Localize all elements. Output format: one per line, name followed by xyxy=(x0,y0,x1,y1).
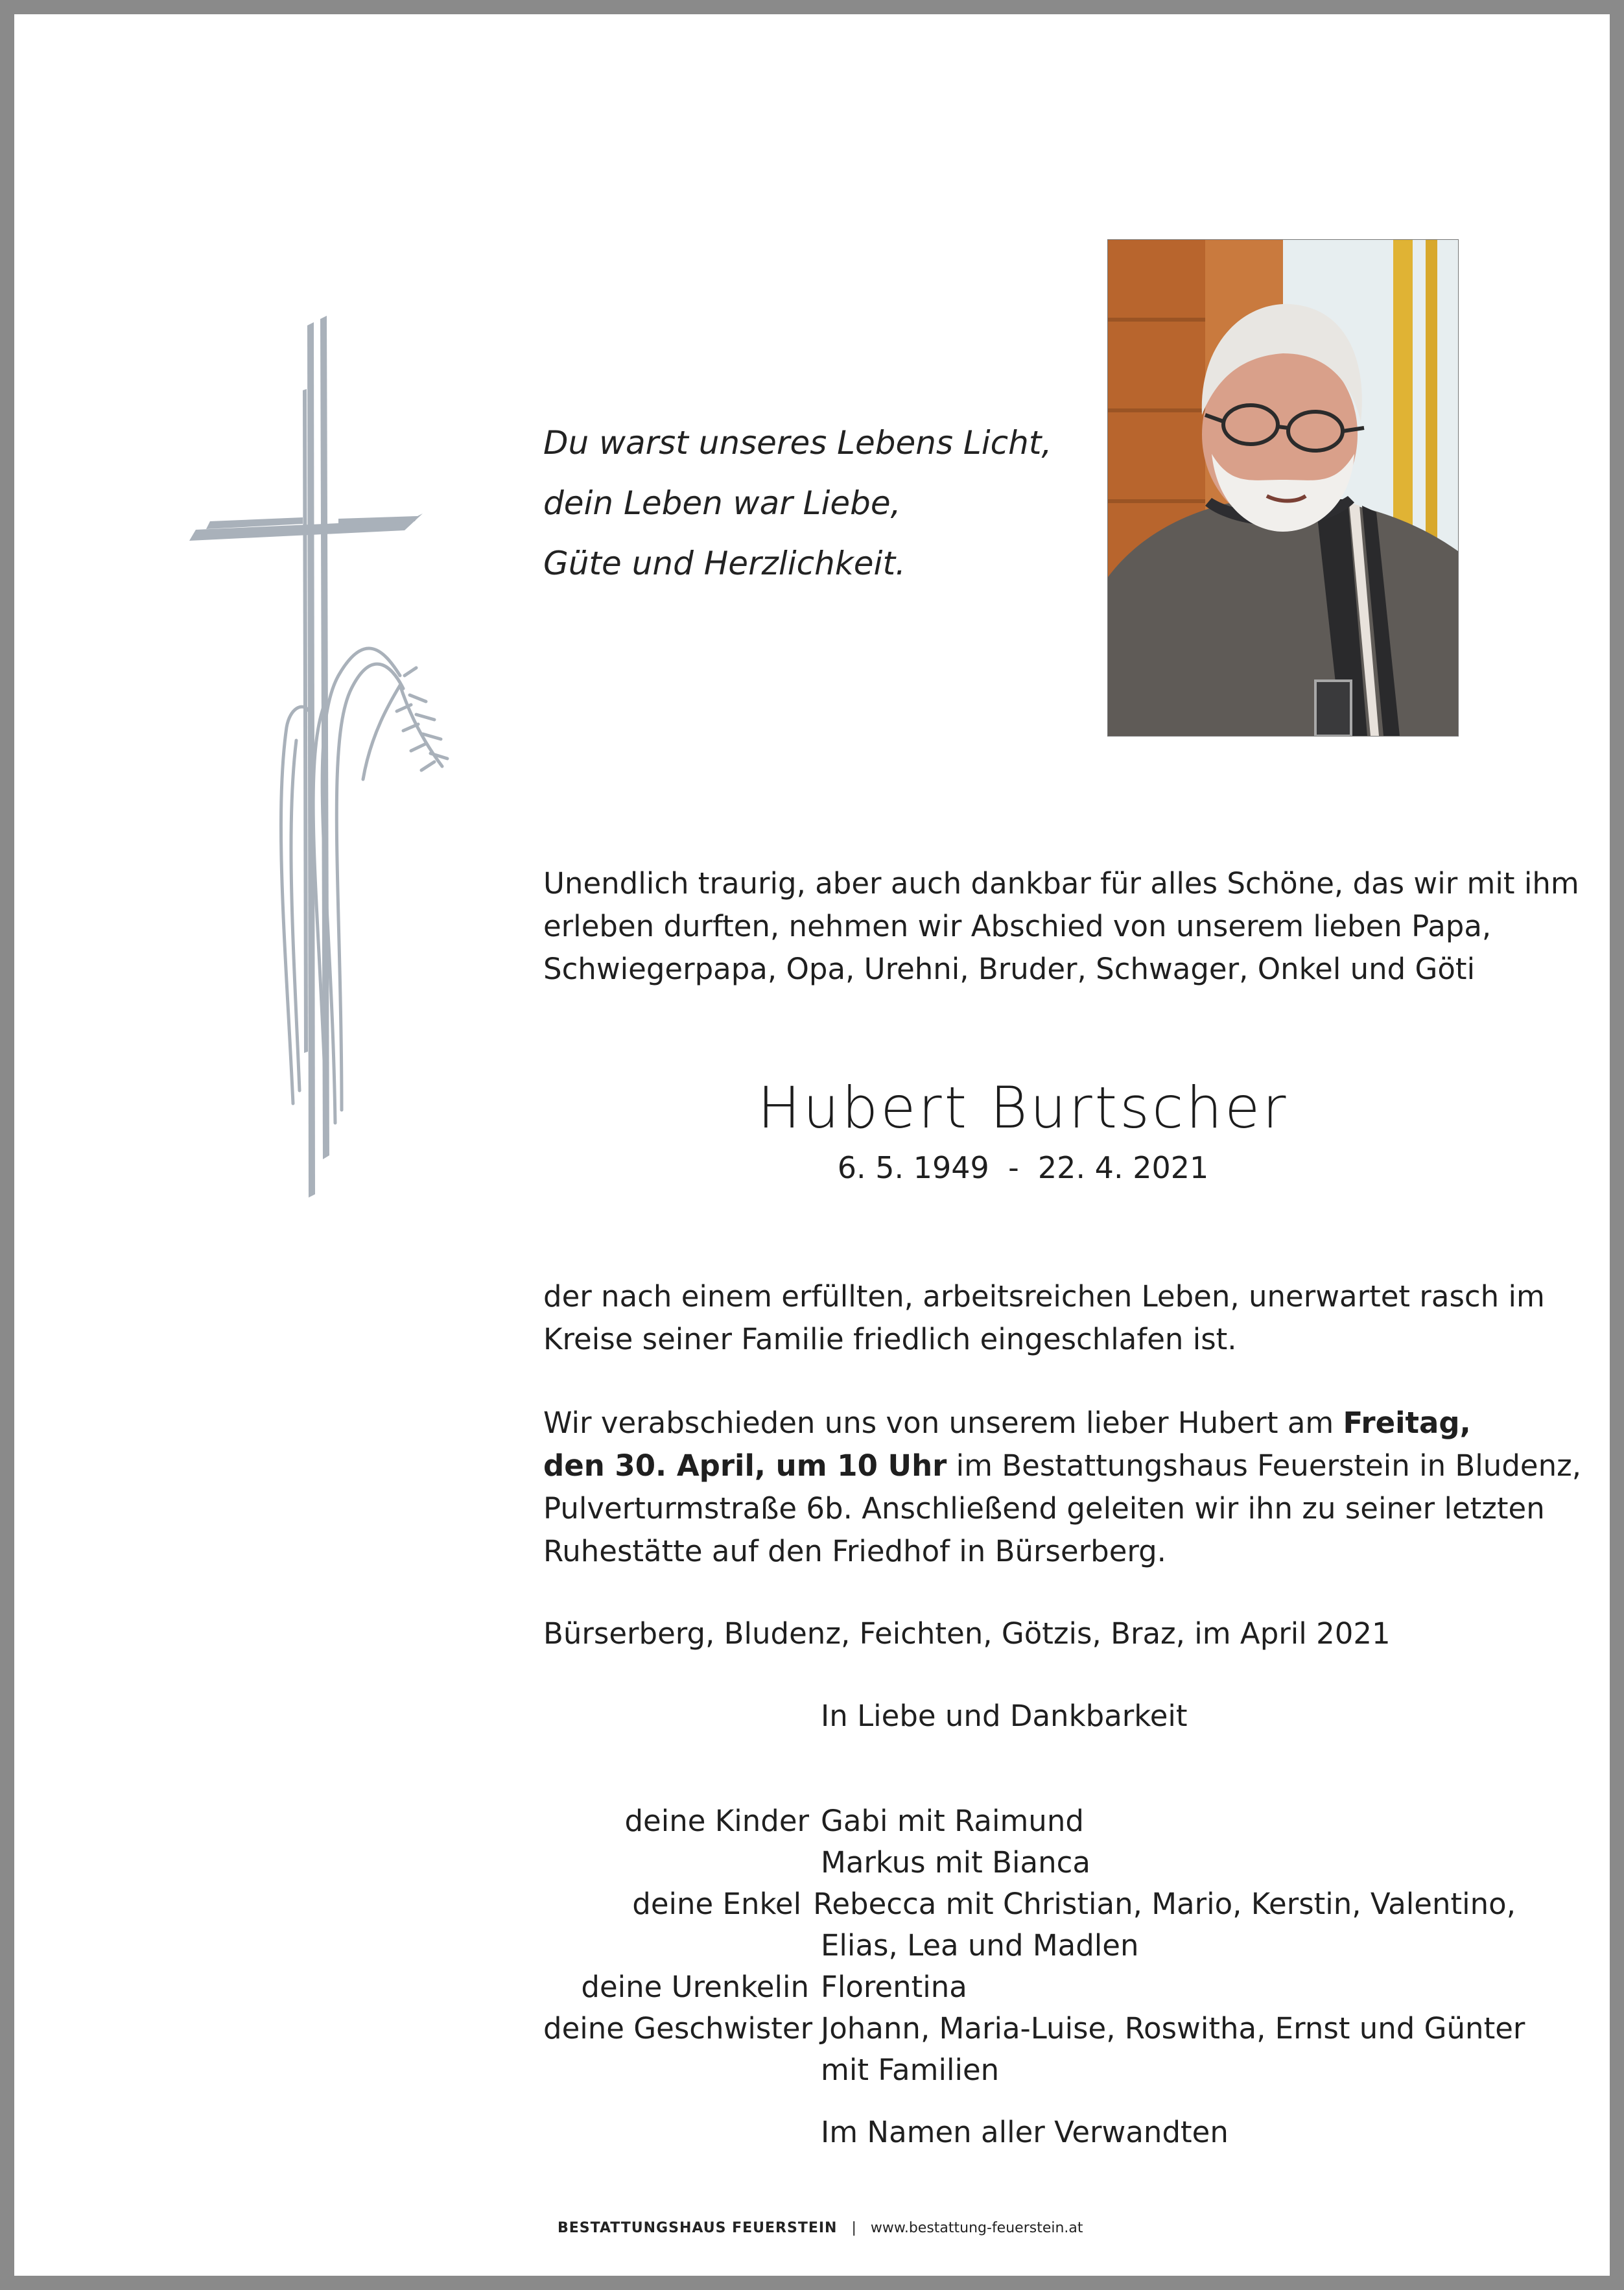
family-row xyxy=(543,1966,1516,2008)
signoff-line: Im Namen aller Verwandten xyxy=(821,2115,1229,2149)
family-names: Markus mit Bianca xyxy=(821,1845,1090,1880)
intro-line: Unendlich traurig, aber auch dankbar für alles Schöne, das wir mit ihm xyxy=(543,866,1579,901)
family-names: Florentina xyxy=(821,1970,967,2004)
family-label xyxy=(543,1925,809,1966)
family-row xyxy=(543,2049,1516,2091)
footer xyxy=(558,2220,1083,2236)
family-row xyxy=(543,2008,1525,2049)
family-names: Johann, Maria-Luise, Roswitha, Ernst und Günter xyxy=(821,2011,1525,2046)
passing-line: Kreise seiner Familie friedlich eingeschlafen ist. xyxy=(543,1322,1237,1356)
family-label xyxy=(543,2049,809,2091)
family-list xyxy=(543,1800,1525,2091)
funeral-datetime: den 30. April, um 10 Uhr xyxy=(543,1448,947,1483)
places-line: Bürserberg, Bludenz, Feichten, Götzis, Braz, im April 2021 xyxy=(543,1616,1391,1651)
funeral-text: im Bestattungshaus Feuerstein in Bludenz, xyxy=(947,1448,1582,1483)
funeral-day: Freitag, xyxy=(1343,1406,1471,1440)
family-names: mit Familien xyxy=(821,2053,1000,2087)
passing-paragraph xyxy=(543,1275,1545,1361)
family-label: deine Geschwister xyxy=(543,2011,813,2046)
family-names: Elias, Lea und Madlen xyxy=(821,1928,1139,1963)
cross-with-wheat-icon xyxy=(176,313,488,1207)
life-dates: 6. 5. 1949 - 22. 4. 2021 xyxy=(837,1150,1209,1185)
family-row xyxy=(543,1842,1516,1883)
family-label xyxy=(543,1842,809,1883)
family-label: deine Enkel xyxy=(632,1887,802,1921)
portrait-photo xyxy=(1107,239,1459,737)
funeral-line xyxy=(543,1402,1503,1445)
intro-paragraph xyxy=(543,862,1579,991)
quote-line: Güte und Herzlichkeit. xyxy=(543,545,906,582)
quote xyxy=(543,413,1075,594)
funeral-line: Pulverturmstraße 6b. Anschließend geleiten wir ihn zu seiner letzten xyxy=(543,1491,1545,1526)
funeral-text: Wir verabschieden uns von unserem lieber Hubert am xyxy=(543,1406,1343,1440)
family-names: Rebecca mit Christian, Mario, Kerstin, Valentino, xyxy=(813,1887,1516,1921)
closing-line: In Liebe und Dankbarkeit xyxy=(821,1699,1188,1733)
family-row xyxy=(543,1925,1516,1966)
intro-line: Schwiegerpapa, Opa, Urehni, Bruder, Schwager, Onkel und Göti xyxy=(543,952,1476,986)
family-label: deine Kinder xyxy=(624,1804,809,1838)
funeral-line: Ruhestätte auf den Friedhof in Bürserberg. xyxy=(543,1534,1166,1568)
footer-url[interactable]: www.bestattung-feuerstein.at xyxy=(870,2220,1083,2236)
family-row xyxy=(543,1800,1516,1842)
quote-line: dein Leben war Liebe, xyxy=(543,484,901,522)
intro-line: erleben durften, nehmen wir Abschied von unserem lieben Papa, xyxy=(543,909,1492,943)
passing-line: der nach einem erfüllten, arbeitsreichen Leben, unerwartet rasch im xyxy=(543,1279,1545,1314)
family-label: deine Urenkelin xyxy=(581,1970,809,2004)
family-names: Gabi mit Raimund xyxy=(821,1804,1084,1838)
family-row xyxy=(543,1883,1516,1925)
footer-separator: | xyxy=(851,2220,856,2236)
obituary-page xyxy=(14,14,1610,2276)
deceased-name: Hubert Burtscher xyxy=(757,1074,1289,1141)
funeral-line xyxy=(543,1445,1582,1487)
funeral-paragraph xyxy=(543,1402,1582,1573)
quote-line: Du warst unseres Lebens Licht, xyxy=(543,424,1052,462)
footer-brand: BESTATTUNGSHAUS FEUERSTEIN xyxy=(558,2220,838,2236)
